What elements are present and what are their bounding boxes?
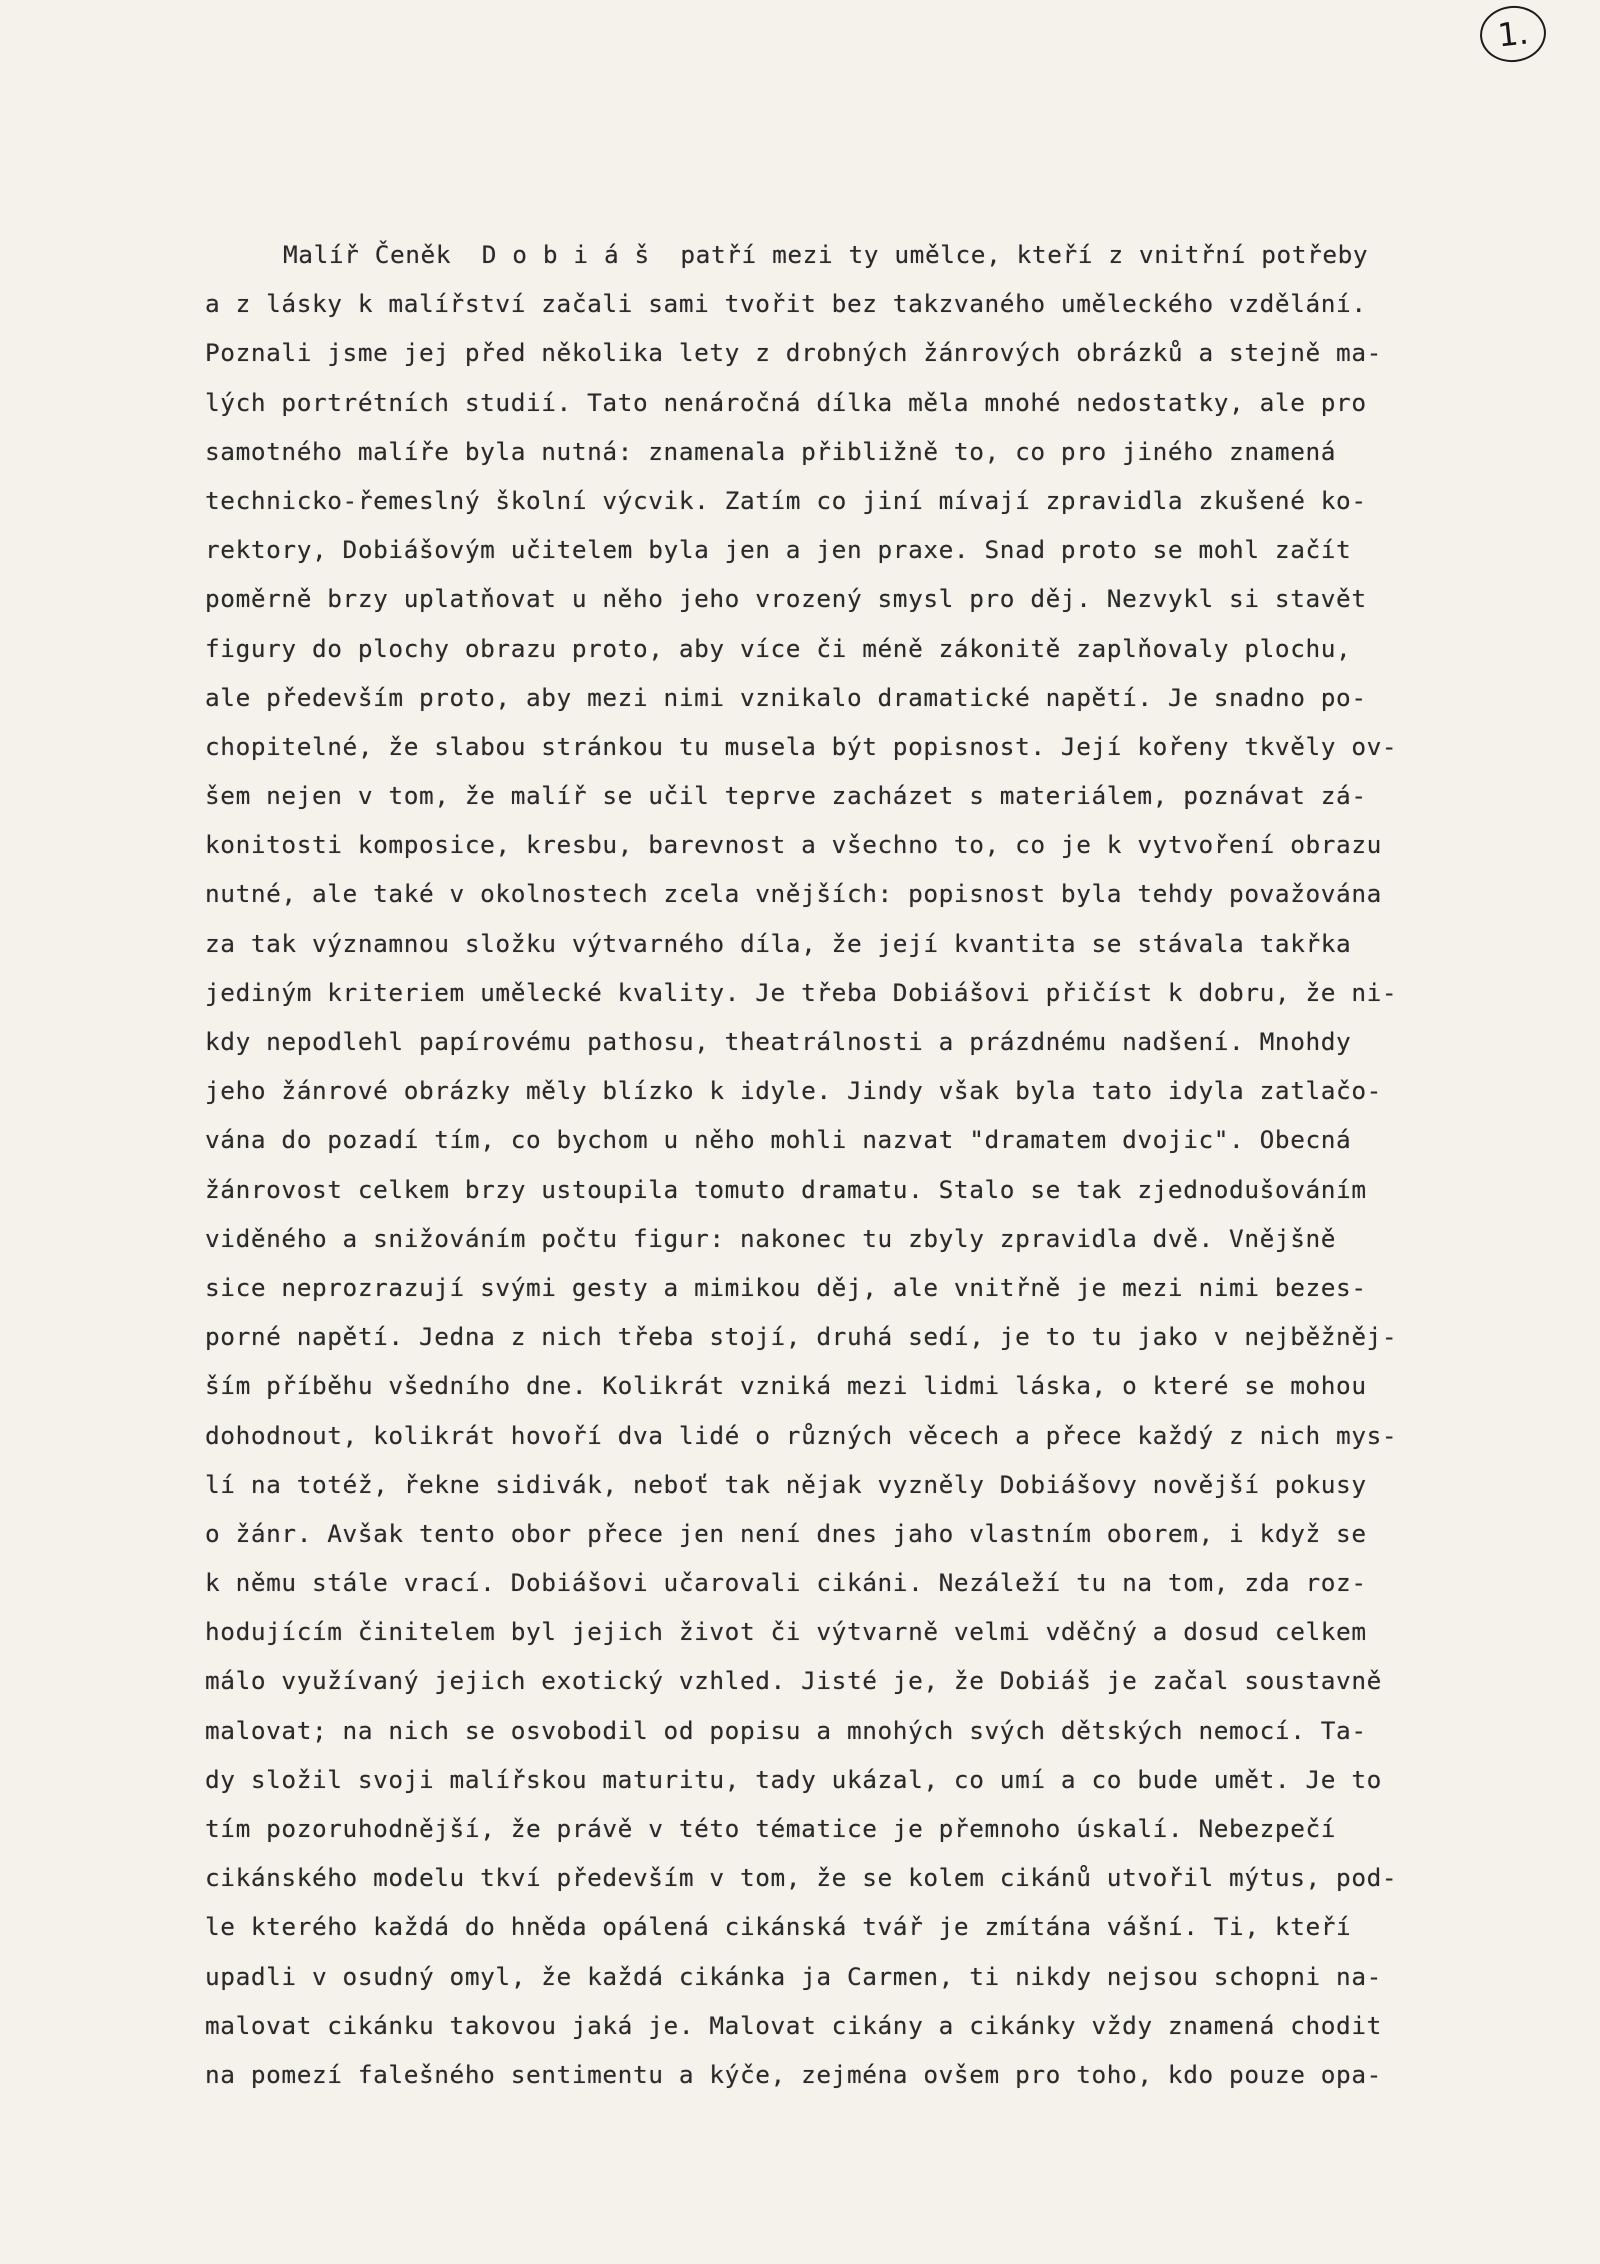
- text-line: rektory, Dobiášovým učitelem byla jen a jen praxe. Snad proto se mohl začít: [205, 535, 1352, 565]
- text-line: technicko-řemeslný školní výcvik. Zatím co jiní mívají zpravidla zkušené ko-: [205, 485, 1367, 515]
- text-line: samotného malíře byla nutná: znamenala přibližně to, co pro jiného znamená: [205, 436, 1337, 466]
- text-line: kdy nepodlehl papírovému pathosu, theatrálnosti a prázdnému nadšení. Mnohdy: [205, 1027, 1352, 1056]
- typewritten-text-block: [205, 230, 1445, 2099]
- text-line: cikánského modelu tkví především v tom, že se kolem cikánů utvořil mýtus, pod-: [205, 1863, 1398, 1893]
- text-line: figury do plochy obrazu proto, aby více či méně zákonitě zaplňovaly plochu,: [205, 633, 1352, 663]
- text-line: tím pozoruhodnější, že právě v této tématice je přemnoho úskalí. Nebezpečí: [205, 1814, 1337, 1843]
- text-line: na pomezí falešného sentimentu a kýče, zejména ovšem pro toho, kdo pouze opa-: [205, 2059, 1382, 2089]
- text-line: porné napětí. Jedna z nich třeba stojí, druhá sedí, je to tu jako v nejběžněj-: [205, 1322, 1398, 1352]
- text-line: sice neprozrazují svými gesty a mimikou děj, ale vnitřně je mezi nimi bezes-: [205, 1272, 1367, 1302]
- text-line: o žánr. Avšak tento obor přece jen není dnes jaho vlastním oborem, i když se: [205, 1518, 1367, 1548]
- text-line: k němu stále vrací. Dobiášovi učarovali cikáni. Nezáleží tu na tom, zda roz-: [205, 1568, 1367, 1598]
- text-line: žánrovost celkem brzy ustoupila tomuto dramatu. Stalo se tak zjednodušováním: [205, 1174, 1367, 1204]
- text-line: jediným kriteriem umělecké kvality. Je třeba Dobiášovi přičíst k dobru, že ni-: [205, 977, 1398, 1007]
- text-line: ale především proto, aby mezi nimi vznikalo dramatické napětí. Je snadno po-: [205, 682, 1367, 712]
- text-line: dy složil svoji malířskou maturitu, tady ukázal, co umí a co bude umět. Je to: [205, 1764, 1382, 1794]
- text-line: viděného a snižováním počtu figur: nakonec tu zbyly zpravidla dvě. Vnějšně: [205, 1223, 1337, 1253]
- page-number-circle: 1.: [1477, 3, 1548, 66]
- text-line: vána do pozadí tím, co bychom u něho mohli nazvat "dramatem dvojic". Obecná: [205, 1125, 1352, 1155]
- text-line: dohodnout, kolikrát hovoří dva lidé o různých věcech a přece každý z nich mys-: [205, 1420, 1398, 1450]
- text-line: chopitelné, že slabou stránkou tu musela být popisnost. Její kořeny tkvěly ov-: [205, 731, 1398, 761]
- text-line: jeho žánrové obrázky měly blízko k idyle. Jindy však byla tato idyla zatlačo-: [205, 1076, 1382, 1106]
- text-line: poměrně brzy uplatňovat u něho jeho vrozený smysl pro děj. Nezvykl si stavět: [205, 584, 1367, 614]
- text-line: Malíř Čeněk D o b i á š patří mezi ty umělce, kteří z vnitřní potřeby: [283, 240, 1369, 269]
- text-line: malovat; na nich se osvobodil od popisu a mnohých svých dětských nemocí. Ta-: [205, 1715, 1367, 1745]
- text-line: upadli v osudný omyl, že každá cikánka ja Carmen, ti nikdy nejsou schopni na-: [205, 1961, 1382, 1991]
- text-line: konitosti komposice, kresbu, barevnost a všechno to, co je k vytvoření obrazu: [205, 830, 1382, 860]
- text-line: le kterého každá do hněda opálená cikánská tvář je zmítána vášní. Ti, kteří: [205, 1912, 1352, 1942]
- text-line: hodujícím činitelem byl jejich život či výtvarně velmi vděčný a dosud celkem: [205, 1617, 1367, 1647]
- text-line: za tak významnou složku výtvarného díla, že její kvantita se stávala takřka: [205, 928, 1352, 958]
- text-line: malovat cikánku takovou jaká je. Malovat cikány a cikánky vždy znamená chodit: [205, 2010, 1382, 2040]
- text-line: lých portrétních studií. Tato nenáročná dílka měla mnohé nedostatky, ale pro: [205, 387, 1367, 417]
- text-line: málo využívaný jejich exotický vzhled. Jisté je, že Dobiáš je začal soustavně: [205, 1666, 1382, 1696]
- text-line: nutné, ale také v okolnostech zcela vnějších: popisnost byla tehdy považována: [205, 879, 1382, 909]
- text-line: lí na totéž, řekne sidivák, neboť tak nějak vyzněly Dobiášovy novější pokusy: [205, 1469, 1367, 1499]
- text-line: Poznali jsme jej před několika lety z drobných žánrových obrázků a stejně ma-: [205, 338, 1382, 368]
- text-line: šem nejen v tom, že malíř se učil teprve zacházet s materiálem, poznávat zá-: [205, 781, 1367, 811]
- text-line: ším příběhu všedního dne. Kolikrát vzniká mezi lidmi láska, o které se mohou: [205, 1371, 1367, 1401]
- text-line: a z lásky k malířství začali sami tvořit bez takzvaného uměleckého vzdělání.: [205, 289, 1367, 319]
